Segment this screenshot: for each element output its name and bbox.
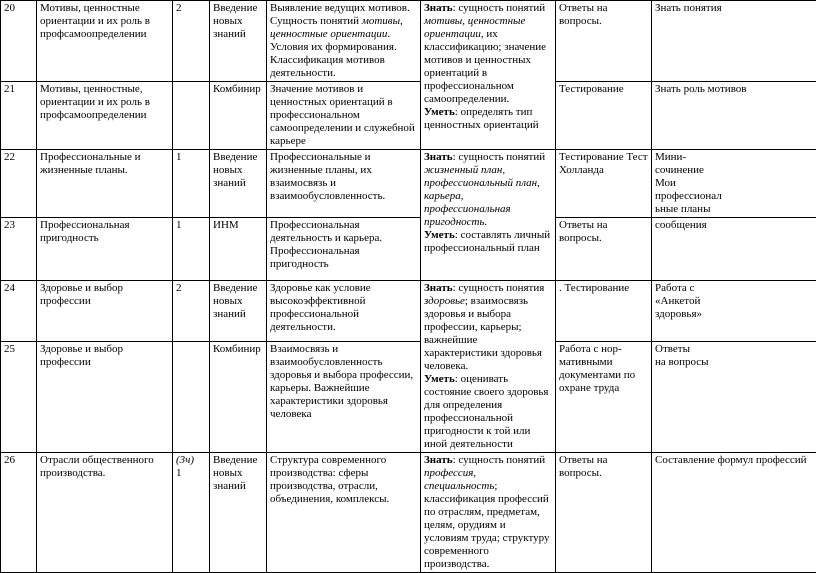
table-row <box>1 281 816 342</box>
lesson-type: ИНМ <box>210 218 267 281</box>
req-italic: жизненный план, профессиональный план, карьера, профессиональная пригодность. <box>424 164 540 228</box>
row-number: 22 <box>1 150 37 218</box>
req-italic: мотивы, ценностные ориентации <box>424 15 525 40</box>
req-italic: здоровье <box>424 295 465 307</box>
row-number: 23 <box>1 218 37 281</box>
lesson-type: Введение новых знаний <box>210 150 267 218</box>
row-number: 20 <box>1 1 37 82</box>
table-row <box>1 453 816 573</box>
lesson-content: Профессиональная деятельность и карьера. Профессиональная пригодность <box>267 218 421 281</box>
lesson-control: Ответы на вопросы. <box>556 1 652 82</box>
table-row <box>1 150 816 218</box>
lesson-type: Введение новых знаний <box>210 1 267 82</box>
req-text: : сущность понятий <box>453 151 546 163</box>
table-row <box>1 1 816 82</box>
can-label: Уметь <box>424 106 455 118</box>
know-label: Знать <box>424 454 453 466</box>
lesson-type: Комбинир <box>210 82 267 150</box>
lesson-hours: 2 <box>173 1 210 82</box>
lesson-homework: Знать роль мотивов <box>652 82 816 150</box>
lesson-content: Структура современного производства: сферы производства, отрасли, объединения, комплексы. <box>267 453 421 573</box>
lesson-requirements <box>421 453 556 573</box>
row-number: 25 <box>1 342 37 453</box>
lesson-hours <box>173 342 210 453</box>
lesson-homework: сообщения <box>652 218 816 281</box>
req-text: : сущность понятий <box>453 454 546 466</box>
lesson-homework: Работа с «Анкетой здоровья» <box>652 281 816 342</box>
lesson-content <box>267 1 421 82</box>
hours-total: (3ч) <box>176 454 194 466</box>
req-text: : сущность понятий <box>453 2 546 14</box>
hours-value: 1 <box>176 467 182 479</box>
lesson-content: Профессиональные и жизненные планы, их взаимосвязь и взаимообусловленность. <box>267 150 421 218</box>
know-label: Знать <box>424 151 453 163</box>
lesson-topic: Отрасли общественного производства. <box>37 453 173 573</box>
can-label: Уметь <box>424 229 455 241</box>
lesson-requirements <box>421 150 556 281</box>
table-row <box>1 342 816 453</box>
lesson-type: Введение новых знаний <box>210 281 267 342</box>
row-number: 21 <box>1 82 37 150</box>
lesson-topic: Здоровье и выбор профессии <box>37 281 173 342</box>
know-label: Знать <box>424 282 453 294</box>
lesson-control: Тестирование <box>556 82 652 150</box>
content-italic: мотивы, ценностные ориентации <box>270 15 403 40</box>
content-text: Выявление ведущих мотивов. Сущность понятий <box>270 2 410 27</box>
know-label: Знать <box>424 2 453 14</box>
req-text: : составлять личный профессиональный план <box>424 229 550 254</box>
lesson-homework: Ответы на вопросы <box>652 342 816 453</box>
lesson-topic: Профессиональные и жизненные планы. <box>37 150 173 218</box>
lesson-control: Тестирование Тест Холланда <box>556 150 652 218</box>
table-row <box>1 82 816 150</box>
req-text: , их классификацию; значение мотивов и ценностных ориентаций в профессиональном самоопределении. <box>424 28 546 105</box>
lesson-content: Значение мотивов и ценностных ориентаций в профессиональном самоопределении и служебной карьере <box>267 82 421 150</box>
lesson-requirements <box>421 1 556 150</box>
content-text: . Условия их формирования. Классификация мотивов деятельности. <box>270 28 397 79</box>
row-number: 24 <box>1 281 37 342</box>
lesson-control: Ответы на вопросы. <box>556 218 652 281</box>
lesson-hours: 1 <box>173 150 210 218</box>
table-row <box>1 218 816 281</box>
lesson-hours <box>173 82 210 150</box>
lesson-homework: Мини- сочинение Мои профессионал ьные планы <box>652 150 816 218</box>
row-number: 26 <box>1 453 37 573</box>
req-text: : сущность понятия <box>453 282 545 294</box>
lesson-content: Взаимосвязь и взаимообусловленность здоровья и выбора профессии, карьеры. Важнейшие характеристики здоровья человека <box>267 342 421 453</box>
lesson-topic: Мотивы, ценностные ориентации и их роль в профсамоопределении <box>37 1 173 82</box>
req-text: ; взаимосвязь здоровья и выбора профессии, карьеры; важнейшие характеристики здоровья человека. <box>424 295 542 372</box>
lesson-hours: 1 <box>173 218 210 281</box>
req-text: : определять тип ценностных ориентаций <box>424 106 539 131</box>
req-text: : оценивать состояние своего здоровья для определения профессиональной пригодности к той или иной деятельности <box>424 373 548 450</box>
lesson-topic: Мотивы, ценностные, ориентации и их роль в профсамоопределении <box>37 82 173 150</box>
lesson-control: Работа с нор- мативными документами по охране труда <box>556 342 652 453</box>
lesson-hours: 2 <box>173 281 210 342</box>
req-italic: профессия, специальность <box>424 467 494 492</box>
lesson-control: . Тестирование <box>556 281 652 342</box>
lesson-content: Здоровье как условие высокоэффективной профессиональной деятельности. <box>267 281 421 342</box>
lesson-requirements <box>421 281 556 453</box>
can-label: Уметь <box>424 373 455 385</box>
lesson-topic: Профессиональная пригодность <box>37 218 173 281</box>
lesson-homework: Составление формул профессий <box>652 453 816 573</box>
req-text: ; классификация профессий по отраслям, предметам, целям, орудиям и условиям труда; структуру современного производства. <box>424 480 550 570</box>
lesson-topic: Здоровье и выбор профессии <box>37 342 173 453</box>
lesson-control: Ответы на вопросы. <box>556 453 652 573</box>
lesson-type: Введение новых знаний <box>210 453 267 573</box>
lesson-type: Комбинир <box>210 342 267 453</box>
lesson-hours <box>173 453 210 573</box>
lesson-homework: Знать понятия <box>652 1 816 82</box>
